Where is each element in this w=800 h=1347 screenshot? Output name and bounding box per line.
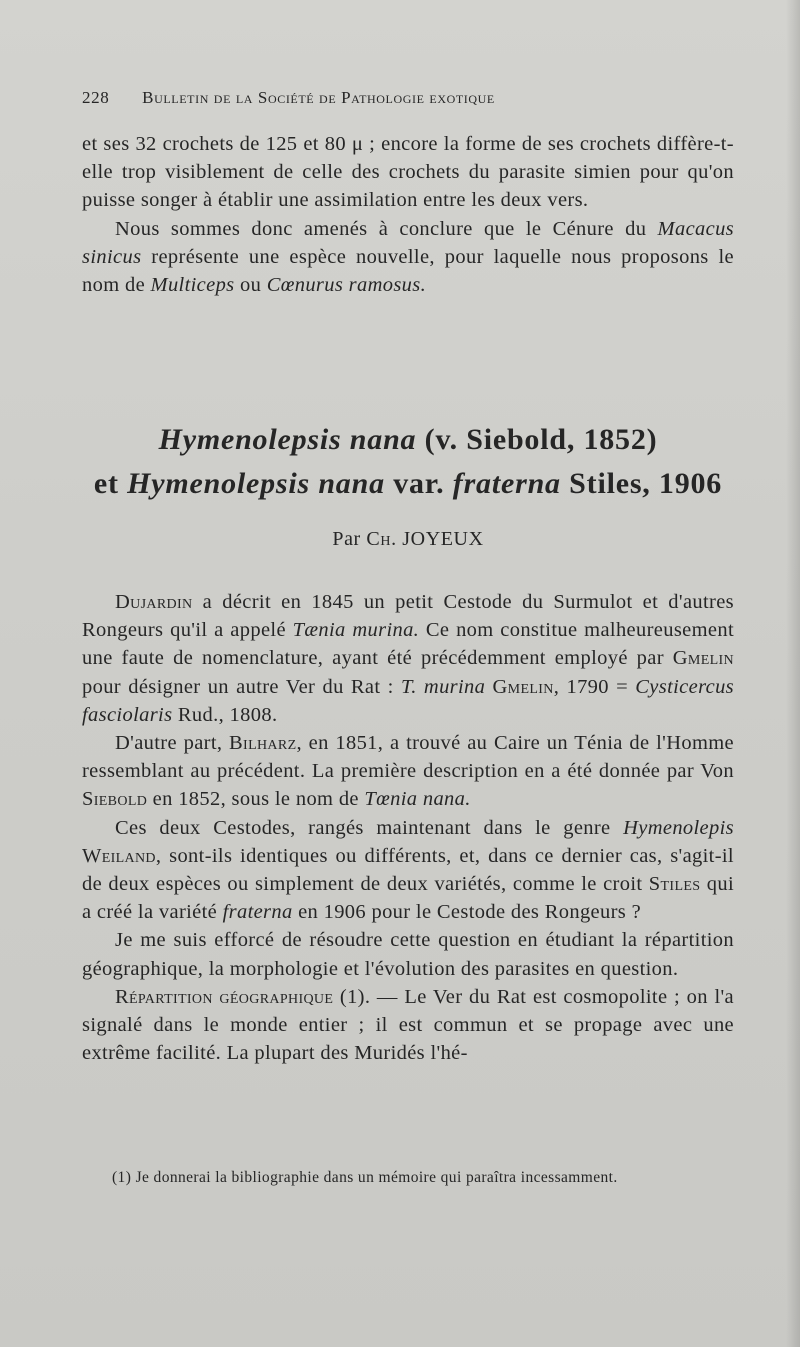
intro-text [82, 130, 734, 299]
taxon-multiceps: Multiceps [150, 274, 235, 297]
footnote [82, 1167, 734, 1189]
intro-paragraph-1: et ses 32 crochets de 125 et 80 μ ; encore la forme de ses crochets diffère-t-elle trop visiblement de celle des crochets du parasite simien pour qu'on puisse songer à établir une assimilation entre les deux vers. [82, 133, 734, 212]
running-title: Bulletin de la Société de Pathologie exotique [142, 88, 495, 107]
footnote-text: Je donnerai la bibliographie dans un mémoire qui paraîtra incessamment. [135, 1169, 618, 1186]
page-number: 228 [82, 88, 110, 107]
body-paragraph-5: Répartition géographique (1). — Le Ver du Rat est cosmopolite ; on l'a signalé dans le monde entier ; il est commun et se propage avec une extrême facilité. La plupart des Muridés l'hé- [82, 985, 734, 1065]
intro-paragraph-2: Nous sommes donc amenés à conclure que le Cénure du Macacus sinicus représente une espèce nouvelle, pour laquelle nous proposons le nom de Multiceps ou Cœnurus ramosus. [82, 217, 734, 297]
article-author: Par Ch. JOYEUX [332, 528, 484, 550]
taxon-coenurus-ramosus: Cœnurus ramosus. [266, 274, 427, 297]
body-paragraph-2: D'autre part, Bilharz, en 1851, a trouvé au Caire un Ténia de l'Homme ressemblant au précédent. La première description en a été donnée par Von Siebold en 1852, sous le nom de Tœnia nana. [82, 732, 734, 811]
footnote-marker: (1) [112, 1169, 132, 1186]
body-paragraph-1: Dujardin a décrit en 1845 un petit Cestode du Surmulot et d'autres Rongeurs qu'il a appelé Tænia murina. Ce nom constitue malheureusement une faute de nomenclature, ayant été précédemment employé par Gmelin pour désigner un autre Ver du Rat : T. murina Gmelin, 1790 = Cysticercus fasciolaris Rud., 1808. [82, 591, 735, 726]
body-paragraph-3: Ces deux Cestodes, rangés maintenant dans le genre Hymenolepis Weiland, sont-ils identiques ou différents, et, dans ce dernier cas, s'agit-il de deux espèces ou simplement de deux variétés, comme le croit Stiles qui a créé la variété fraterna en 1906 pour le Cestode des Rongeurs ? [82, 816, 734, 924]
article-title-line-1: Hymenolepsis nana (v. Siebold, 1852) [158, 423, 658, 456]
article-body [82, 588, 734, 1067]
body-paragraph-4: Je me suis efforcé de résoudre cette question en étudiant la répartition géographique, la morphologie et l'évolution des parasites en question. [82, 929, 734, 980]
running-header [82, 88, 722, 108]
section-heading-repartition: Répartition géographique [115, 985, 334, 1008]
article-title-line-2: et Hymenolepsis nana var. fraterna Stiles, 1906 [93, 467, 723, 500]
page-edge-shadow [786, 0, 800, 1347]
taxon-macacus-sinicus: Macacus sinicus [82, 217, 734, 268]
